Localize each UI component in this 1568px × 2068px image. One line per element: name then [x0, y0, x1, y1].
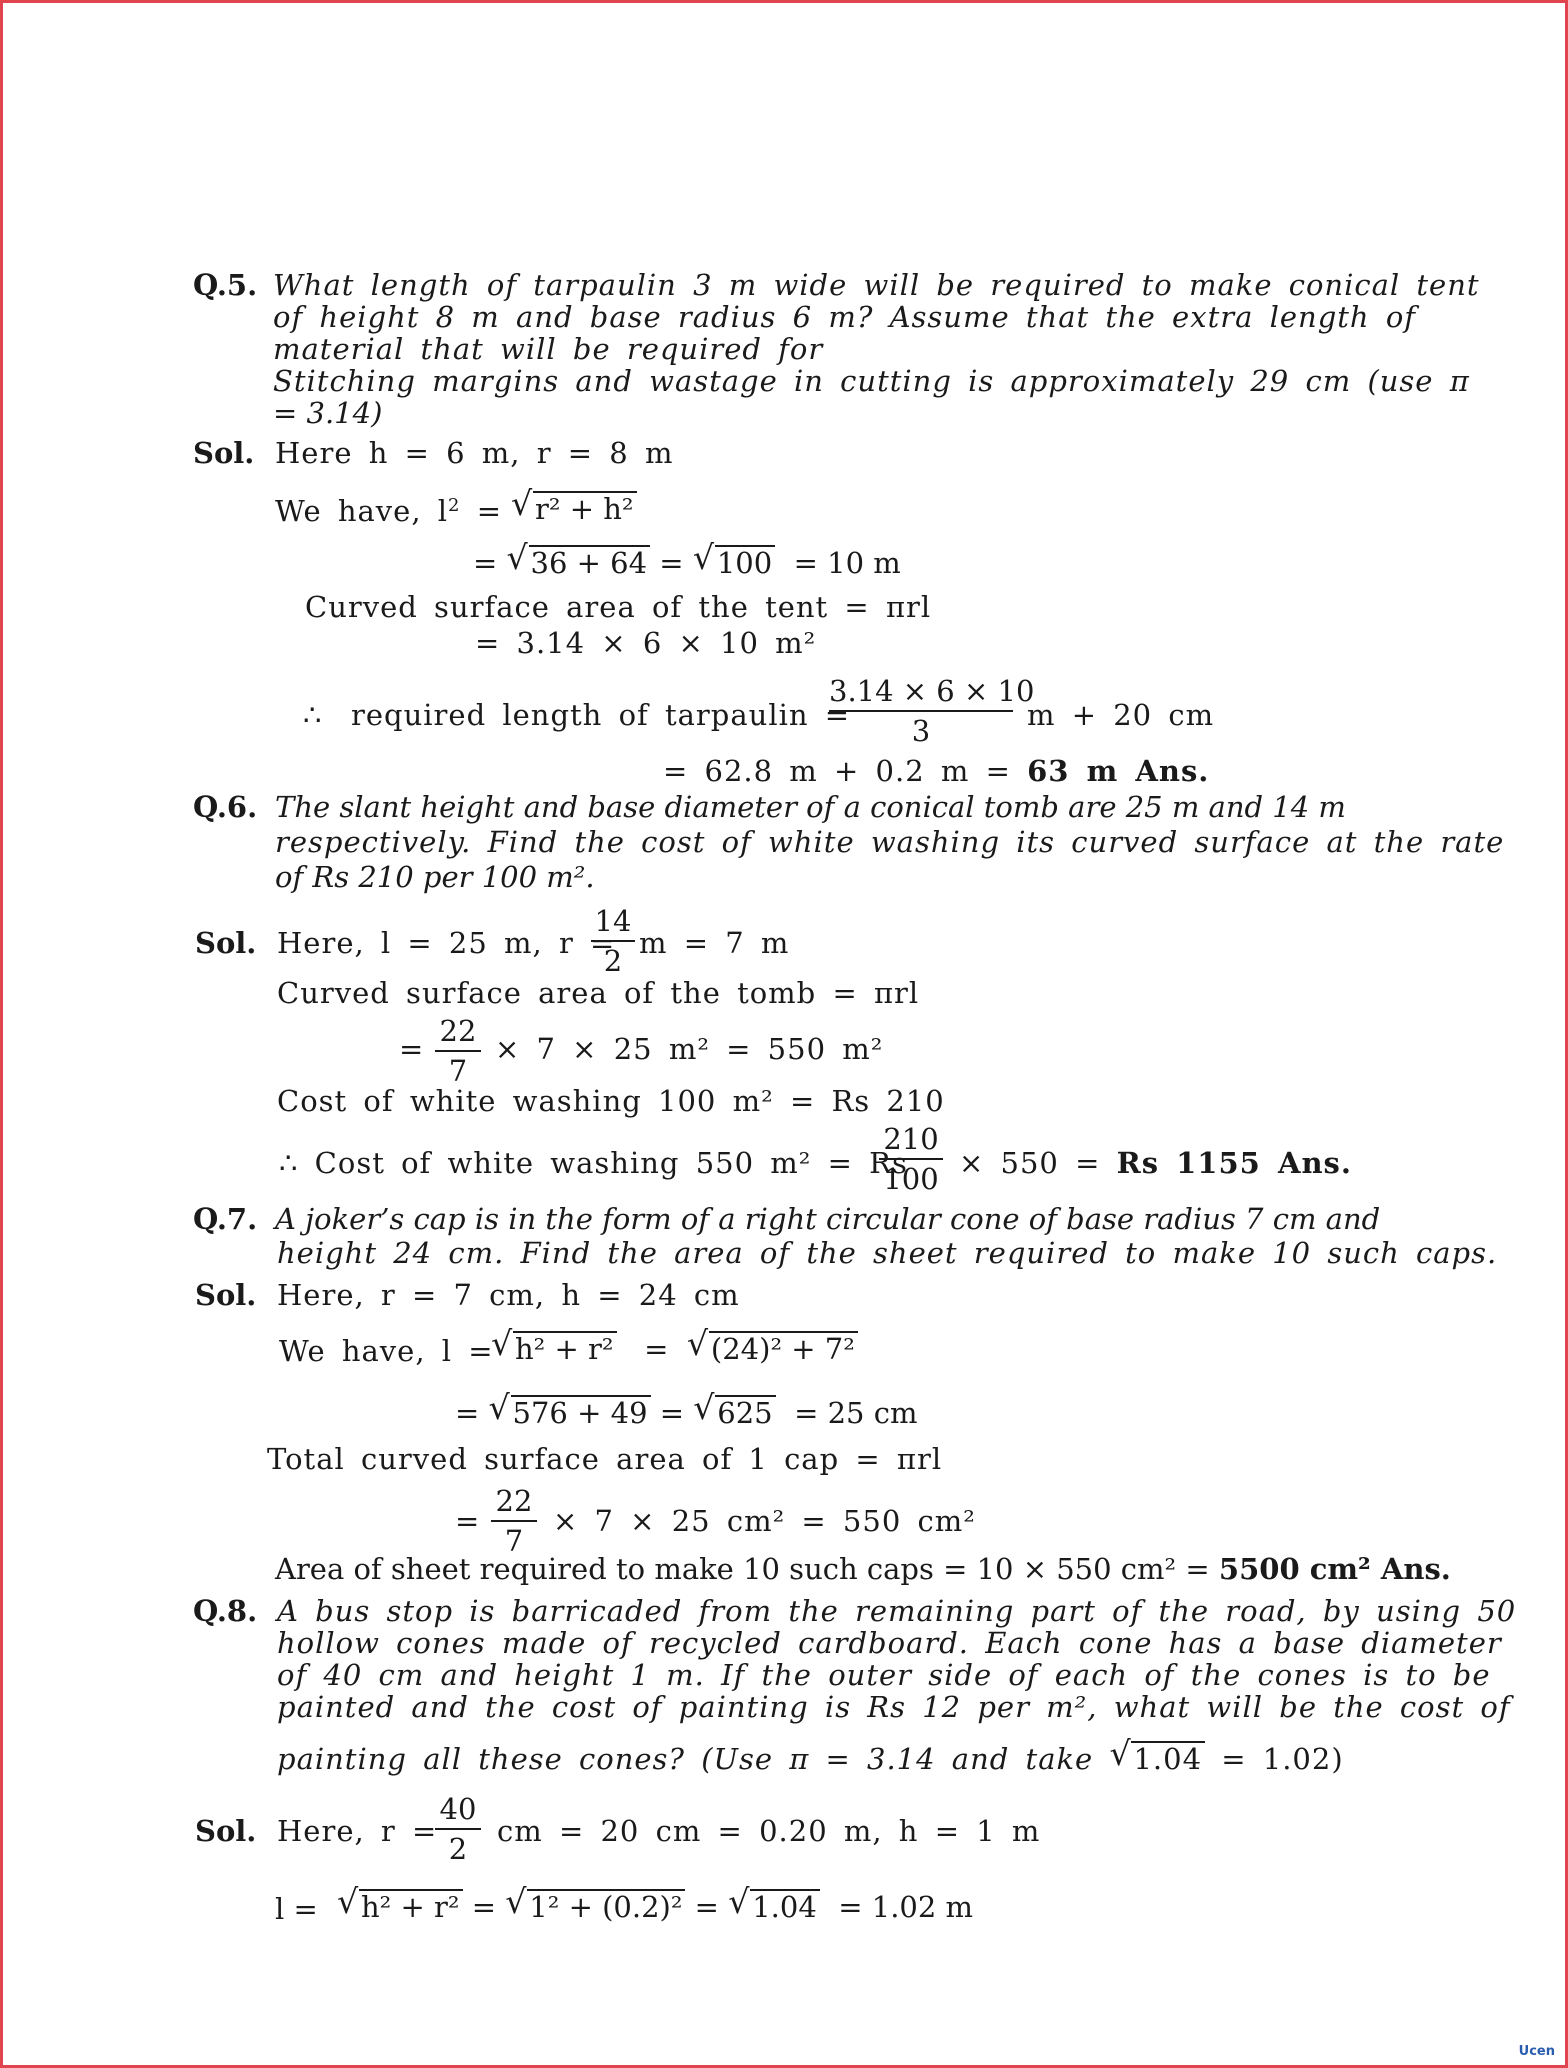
q8-roots-line: √ h² + r² = √ 1² + (0.2)² = √ 1.04 = 1.02 m [337, 1882, 974, 1924]
q7-roots-line-1: √ h² + r² = √ (24)² + 7² [491, 1331, 858, 1364]
q7-answer: 5500 cm² Ans. [1218, 1552, 1451, 1586]
q5-final [663, 754, 1210, 788]
q8-root-1-text: h² + r² [359, 1889, 463, 1922]
q7-question-line: height 24 cm. Find the area of the sheet required to make 10 such caps. [277, 1236, 1498, 1270]
q5-question-line: of height 8 m and base radius 6 m? Assume that the extra length of [273, 300, 1417, 334]
q8-sol-label: Sol. [195, 1814, 257, 1848]
q8-root-2-text: 1² + (0.2)² [527, 1889, 685, 1922]
q6-csa: Curved surface area of the tomb = πrl [277, 976, 920, 1010]
q8-question-line: painted and the cost of painting is Rs 12 per m², what will be the cost of [277, 1690, 1511, 1724]
q5-fraction [829, 674, 1035, 748]
q7-label: Q.7. [193, 1202, 258, 1236]
q7-root-4-text: 625 [715, 1395, 775, 1428]
q7-tcsa-tail: × 7 × 25 cm² = 550 cm² [553, 1504, 976, 1538]
q6-radius-fraction [591, 904, 635, 978]
q6-sol-label: Sol. [195, 926, 257, 960]
q8-l-eq: l = [275, 1892, 318, 1926]
q8-radius-fraction [435, 1792, 481, 1866]
q5-root-2-text: 36 + 64 [529, 545, 651, 578]
q5-step-2: = √ 36 + 64 = √ 100 = 10 m [473, 538, 901, 580]
q5-root-1-text: r² + h² [533, 491, 637, 524]
q7-tcsa-numerator: 22 [495, 1484, 533, 1518]
q6-radius-numerator: 14 [594, 904, 632, 938]
q8-question-last-text: painting all these cones? (Use π = 3.14 and take [277, 1742, 1094, 1776]
q8-question-root-text: 1.04 [1131, 1741, 1205, 1774]
q6-cost-tail [959, 1146, 1352, 1180]
q5-fraction-denominator: 3 [911, 714, 931, 748]
q5-sol-label: Sol. [193, 436, 255, 470]
q5-question-line: What length of tarpaulin 3 m wide will be required to make conical tent [273, 268, 1480, 302]
q6-question-line: of Rs 210 per 100 m². [275, 860, 595, 894]
q5-root-3-text: 100 [715, 545, 775, 578]
q6-answer: Rs 1155 Ans. [1116, 1146, 1352, 1180]
q7-sol-label: Sol. [195, 1278, 257, 1312]
q8-question-root-tail: = 1.02) [1221, 1742, 1344, 1776]
q6-equals: = [399, 1032, 424, 1066]
q8-question-line: hollow cones made of recycled cardboard. Each cone has a base diameter [277, 1626, 1502, 1660]
q7-root-3-text: 576 + 49 [511, 1395, 651, 1428]
q5-given: Here h = 6 m, r = 8 m [275, 436, 674, 470]
q7-root-2-text: (24)² + 7² [709, 1331, 858, 1364]
q6-cost-550: ∴ Cost of white washing 550 m² = Rs [279, 1146, 908, 1180]
q5-question-line: Stitching margins and wastage in cutting is approximately 29 cm (use π [273, 364, 1470, 398]
q6-cost-fraction [879, 1122, 943, 1196]
q8-question-last: painting all these cones? (Use π = 3.14 and take √ 1.04 = 1.02) [277, 1734, 1344, 1776]
q7-area-line-text: Area of sheet required to make 10 such caps = 10 × 550 cm² = [275, 1552, 1219, 1586]
q8-radius-denominator: 2 [448, 1832, 468, 1866]
q8-root-3-text: 1.04 [750, 1889, 820, 1922]
q5-fraction-numerator: 3.14 × 6 × 10 [829, 674, 1035, 708]
q8-radius-numerator: 40 [439, 1792, 477, 1826]
q7-tcsa-denominator: 7 [504, 1524, 524, 1558]
q8-question-line: A bus stop is barricaded from the remaining part of the road, by using 50 [277, 1594, 1517, 1628]
q5-answer: 63 m Ans. [1027, 754, 1210, 788]
q6-question-line: respectively. Find the cost of white washing its curved surface at the rate [275, 825, 1505, 859]
q6-question-line: The slant height and base diameter of a conical tomb are 25 m and 14 m [275, 790, 1346, 824]
q5-required-length: required length of tarpaulin = [351, 698, 851, 732]
q7-step-2-result: = 25 cm [794, 1396, 918, 1430]
q5-step-2-result: = 10 m [793, 546, 901, 580]
q5-final-text: = 62.8 m + 0.2 m = [663, 754, 1028, 788]
publisher-logo: Ucen [1518, 2044, 1555, 2059]
q7-roots-line-2: = √ 576 + 49 = √ 625 = 25 cm [455, 1388, 918, 1430]
q7-tcsa-fraction [491, 1484, 537, 1558]
q6-csa-fraction [435, 1014, 481, 1088]
q8-question-line: of 40 cm and height 1 m. If the outer side of each of the cones is to be [277, 1658, 1491, 1692]
q7-tcsa: Total curved surface area of 1 cap = πrl [267, 1442, 943, 1476]
q6-csa-tail: × 7 × 25 m² = 550 m² [495, 1032, 884, 1066]
q5-we-have: We have, $l^2$ = [275, 494, 503, 528]
q7-equals: = [455, 1504, 480, 1538]
q7-question-line: A joker’s cap is in the form of a right circular cone of base radius 7 cm and [275, 1202, 1381, 1236]
q6-csa-denominator: 7 [448, 1054, 468, 1088]
q5-label: Q.5. [193, 268, 258, 302]
q5-csa: Curved surface area of the tent = πrl [305, 590, 932, 624]
q6-cost-numerator: 210 [883, 1122, 939, 1156]
q6-radius-denominator: 2 [603, 944, 623, 978]
q5-required-tail: m + 20 cm [1027, 698, 1215, 732]
q5-root-1: √ r² + h² [511, 491, 637, 524]
q8-l-result: = 1.02 m [838, 1890, 974, 1924]
q7-area-line [275, 1552, 1451, 1586]
q5-question-line: material that will be required for [273, 332, 824, 366]
q6-given: Here, l = 25 m, r = [277, 926, 616, 960]
q6-csa-numerator: 22 [439, 1014, 477, 1048]
q6-cost-tail-text: × 550 = [959, 1146, 1117, 1180]
q6-label: Q.6. [193, 790, 258, 824]
q6-given-tail: m = 7 m [639, 926, 790, 960]
q5-we-have-text: We have, l [275, 494, 449, 528]
q7-we-have: We have, l = [279, 1334, 494, 1368]
q6-cost-line: Cost of white washing 100 m² = Rs 210 [277, 1084, 945, 1118]
q8-given-tail: cm = 20 cm = 0.20 m, h = 1 m [497, 1814, 1041, 1848]
q5-therefore: ∴ [303, 698, 322, 732]
q5-csa-value: = 3.14 × 6 × 10 m² [475, 626, 817, 660]
q8-given: Here, r = [277, 1814, 438, 1848]
q5-question-line: = 3.14) [273, 396, 383, 430]
q6-cost-denominator: 100 [883, 1162, 939, 1196]
q8-label: Q.8. [193, 1594, 258, 1628]
q7-root-1-text: h² + r² [513, 1331, 617, 1364]
q7-given: Here, r = 7 cm, h = 24 cm [277, 1278, 740, 1312]
